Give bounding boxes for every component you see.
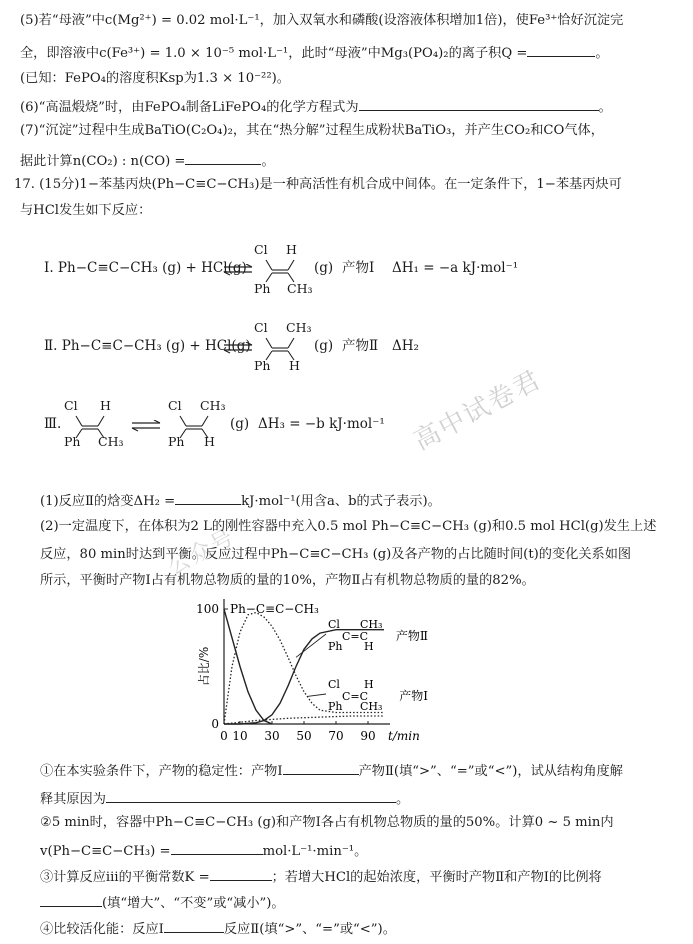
reaction-2-product: 产物Ⅱ: [342, 338, 379, 354]
product-1-h: H: [286, 242, 297, 257]
x-tick-label: 50: [296, 729, 312, 743]
reaction-1-product: 产物Ⅰ: [342, 260, 375, 276]
x-tick-label: 10: [232, 729, 248, 743]
circ2-line1: ②5 min时，容器中Ph−C≡C−CH₃ (g)和产物Ⅰ各占有机物总物质的量的50%。计算0 ~ 5 min内: [40, 815, 614, 830]
y-tick-label: 0: [211, 717, 219, 731]
circ4-line: ④比较活化能：反应Ⅰ 反应Ⅱ(填“>”、“=”或“<”)。: [40, 922, 396, 937]
r3-right-h: H: [204, 434, 215, 449]
equilibrium-arrow-icon: [130, 420, 162, 432]
circ3-line2: (填“增大”、“不变”或“减小”)。: [40, 894, 285, 910]
reaction-3-state: (g): [230, 416, 250, 432]
sub2-line1: (2)一定温度下，在体积为2 L的刚性容器中充入0.5 mol Ph−C≡C−CH₃ (g)和0.5 mol HCl(g)发生上述: [40, 519, 657, 534]
reaction-1-dh: ΔH₁ = −a kJ·mol⁻¹: [392, 260, 519, 276]
q7-line2: 据此计算n(CO₂) : n(CO) = 。: [20, 154, 275, 169]
x-tick-label: 0: [220, 729, 228, 743]
product-2-ph: Ph: [254, 358, 271, 373]
watermark: 高中试卷君: [409, 364, 547, 457]
circ3-line1: ③计算反应ⅲ的平衡常数K = ；若增大HCl的起始浓度，平衡时产物Ⅱ和产物Ⅰ的比例将: [40, 870, 602, 885]
product-1-ch3: CH₃: [287, 281, 313, 296]
q5-line2: 全，即溶液中c(Fe³⁺) = 1.0 × 10⁻⁵ mol·L⁻¹，此时“母液”中Mg₃(PO₄)₂的离子积Q = 。: [20, 46, 609, 61]
q6-line1: (6)“高温煅烧”时，由FePO₄制备LiFePO₄的化学方程式为 。: [20, 100, 612, 115]
product-2-h: H: [289, 358, 300, 373]
circ1-line2: 释其原因为 。: [40, 792, 410, 807]
q7-line1: (7)“沉淀”过程中生成BaTiO(C₂O₄)₂，其在“热分解”过程生成粉状BaTiO₃，并产生CO₂和CO气体，: [20, 123, 604, 138]
equilibrium-arrow-icon: [222, 342, 254, 354]
reaction-1-state: (g): [314, 260, 334, 276]
y-axis-label: 占比/%: [197, 646, 211, 687]
p2-label-cl: Cl: [328, 618, 340, 631]
p1-label-ch3: CH₃: [360, 700, 383, 713]
p2-label-cc: C=C: [342, 630, 369, 643]
reaction-3-dh: ΔH₃ = −b kJ·mol⁻¹: [258, 416, 385, 432]
product-2-ch3: CH₃: [286, 320, 312, 335]
p1-label-cc: C=C: [342, 690, 369, 703]
label-reactant: Ph−C≡C−CH₃: [230, 602, 319, 616]
r3-left-h: H: [100, 398, 111, 413]
q17-line1: 17. (15分)1−苯基丙炔(Ph−C≡C−CH₃)是一种高活性有机合成中间体。在一定条件下，1−苯基丙炔可: [14, 177, 622, 192]
x-axis-label: t/min: [388, 729, 420, 743]
reaction-2-dh: ΔH₂: [392, 338, 419, 354]
label-product-2: 产物Ⅱ: [395, 629, 428, 643]
sub2-line3: 所示，平衡时产物Ⅰ占有机物总物质的量的10%，产物Ⅱ占有机物总物质的量的82%。: [40, 573, 535, 588]
p2-label-h: H: [364, 640, 374, 653]
r3-right-ch3: CH₃: [200, 398, 226, 413]
r3-right-cl: Cl: [168, 398, 182, 413]
ratio-time-chart: [196, 594, 436, 754]
r3-right-ph: Ph: [168, 434, 185, 449]
x-tick-label: 70: [328, 729, 344, 743]
p1-label-cl: Cl: [328, 678, 340, 691]
sub1-line: (1)反应Ⅱ的焓变ΔH₂ = kJ·mol⁻¹(用含a、b的式子表示)。: [40, 494, 441, 509]
q5-line1: (5)若“母液”中c(Mg²⁺) = 0.02 mol·L⁻¹，加入双氧水和磷酸(设溶液体积增加1倍)，使Fe³⁺恰好沉淀完: [20, 13, 624, 28]
product-1-cl: Cl: [254, 242, 268, 257]
r3-left-ch3: CH₃: [98, 434, 124, 449]
product-1-ph: Ph: [254, 281, 271, 296]
circ1-line1: ①在本实验条件下，产物的稳定性：产物Ⅰ 产物Ⅱ(填“>”、“=”或“<”)，试从结构角度解: [40, 764, 623, 779]
equilibrium-arrow-icon: [222, 264, 254, 276]
q5-line3: (已知：FePO₄的溶度积Ksp为1.3 × 10⁻²²)。: [20, 71, 290, 86]
p2-label-ch3: CH₃: [360, 618, 383, 631]
pointer-product-2: [296, 634, 326, 657]
r3-left-cl: Cl: [64, 398, 78, 413]
watermark-2: 公众号: [164, 524, 240, 581]
x-tick-label: 30: [264, 729, 280, 743]
p1-label-ph: Ph: [328, 700, 343, 713]
sub2-line2: 反应，80 min时达到平衡。反应过程中Ph−C≡C−CH₃ (g)及各产物的占比随时间(t)的变化关系如图: [40, 547, 632, 562]
q17-line2: 与HCl发生如下反应：: [20, 203, 152, 218]
p1-label-h: H: [364, 678, 374, 691]
pointer-product-1: [307, 694, 326, 696]
reaction-1-lhs: Ⅰ. Ph−C≡C−CH₃ (g) + HCl(g): [44, 260, 247, 276]
x-tick-label: 90: [360, 729, 376, 743]
reaction-3-label: Ⅲ.: [44, 416, 62, 432]
r3-left-ph: Ph: [64, 434, 81, 449]
product-2-cl: Cl: [254, 320, 268, 335]
y-tick-label: 100: [196, 602, 219, 616]
series-line-0: [224, 609, 272, 724]
reaction-2-state: (g): [314, 338, 334, 354]
circ2-line2: v(Ph−C≡C−CH₃) = mol·L⁻¹·min⁻¹。: [40, 844, 368, 859]
label-product-1: 产物Ⅰ: [399, 689, 428, 703]
p2-label-ph: Ph: [328, 640, 343, 653]
reaction-2-lhs: Ⅱ. Ph−C≡C−CH₃ (g) + HCl(g): [44, 338, 251, 354]
